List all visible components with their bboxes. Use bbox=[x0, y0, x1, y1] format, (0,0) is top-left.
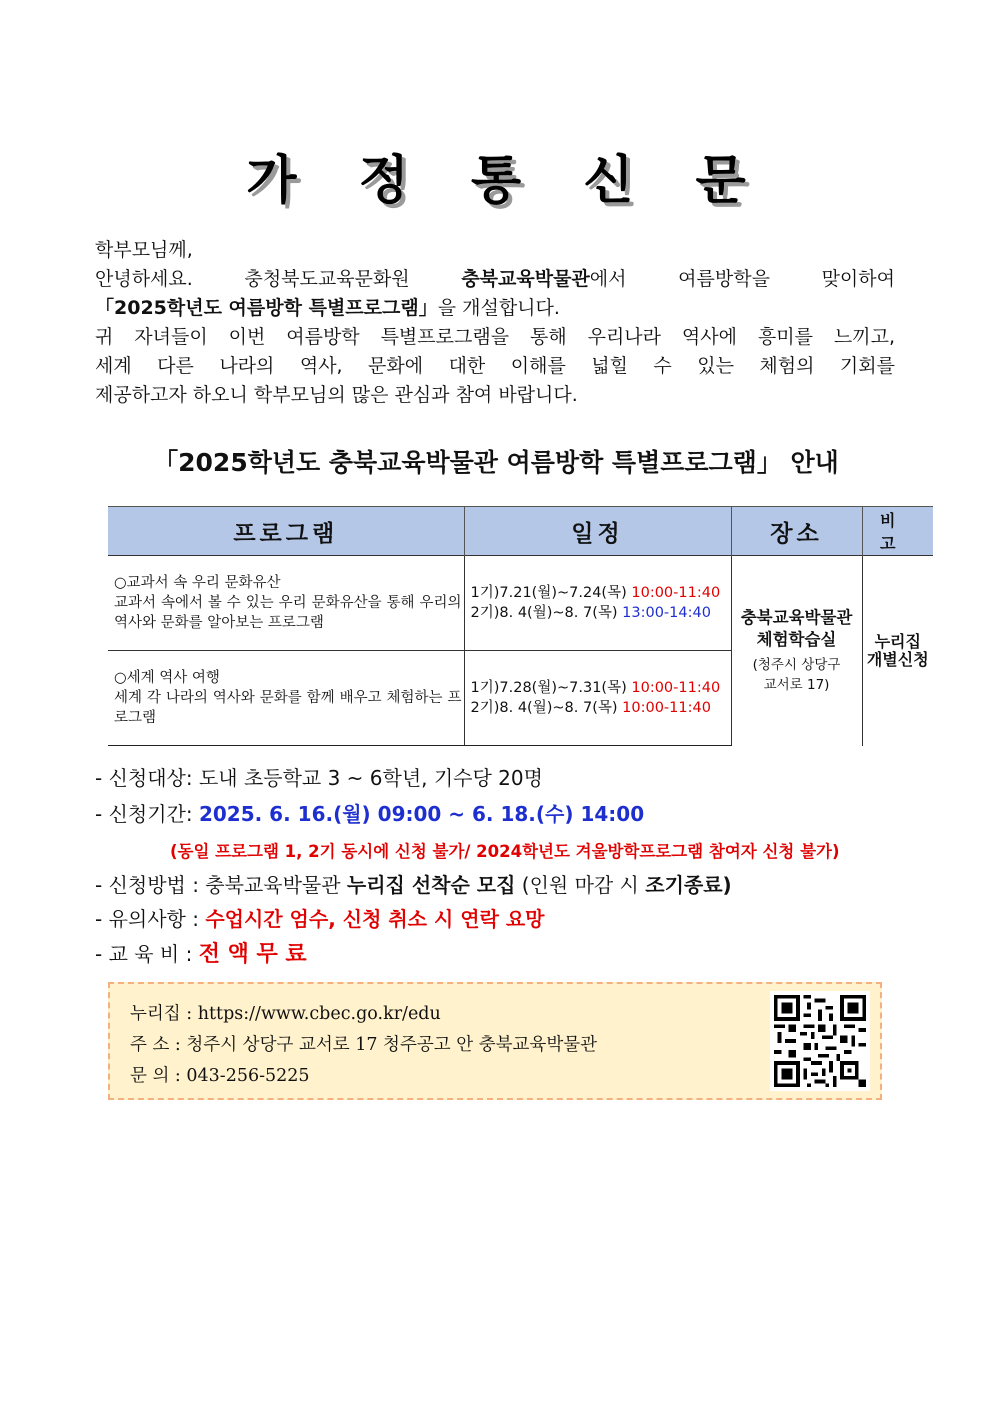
qr-code-icon[interactable] bbox=[770, 991, 870, 1091]
info-label: - 신청기간: bbox=[95, 802, 199, 826]
schedule-line bbox=[471, 583, 730, 603]
program-desc: 세계 각 나라의 역사와 문화를 함께 배우고 체험하는 프로그램 bbox=[114, 690, 462, 726]
schedule-time: 10:00-11:40 bbox=[622, 700, 711, 716]
note-text: 개별신청 bbox=[866, 649, 929, 669]
table-header-row bbox=[108, 507, 933, 556]
schedule-line bbox=[471, 603, 730, 623]
info-label: - 교 육 비 : bbox=[95, 942, 199, 966]
info-target: - 신청대상: 도내 초등학교 3 ~ 6학년, 기수당 20명 bbox=[95, 766, 543, 790]
info-caution bbox=[95, 903, 915, 932]
place-cell bbox=[731, 556, 862, 746]
header-schedule: 일정 bbox=[464, 507, 731, 556]
schedule-date: 1기)7.28(월)~7.31(목) bbox=[470, 680, 632, 696]
intro-line bbox=[95, 294, 895, 323]
museum-name: 충북교육박물관 bbox=[461, 268, 590, 290]
info-value: 수업시간 엄수, 신청 취소 시 연락 요망 bbox=[205, 907, 545, 931]
info-label: - 신청방법 : 충북교육박물관 bbox=[95, 873, 347, 897]
program-table bbox=[108, 506, 933, 746]
place-address: (청주시 상당구 bbox=[752, 656, 841, 673]
program-cell bbox=[108, 651, 464, 746]
place-name: 충북교육박물관 bbox=[740, 607, 853, 627]
contact-address: 주 소 : 청주시 상당구 교서로 17 청주공고 안 충북교육박물관 bbox=[130, 1035, 598, 1055]
program-title: ○교과서 속 우리 문화유산 bbox=[114, 575, 281, 591]
program-desc: 교과서 속에서 볼 수 있는 우리 문화유산을 통해 우리의 역사와 문화를 알아보는 프로그램 bbox=[114, 595, 462, 631]
info-text: 조기종료) bbox=[645, 873, 732, 897]
info-value: 전 액 무 료 bbox=[198, 942, 307, 967]
section-heading: 「2025학년도 충북교육박물관 여름방학 특별프로그램」 안내 bbox=[153, 448, 839, 477]
page-title: 가 정 통 신 문 bbox=[246, 151, 768, 211]
schedule-line bbox=[471, 678, 730, 698]
info-value: 2025. 6. 16.(월) 09:00 ~ 6. 18.(수) 14:00 bbox=[198, 802, 645, 826]
intro-line bbox=[95, 265, 895, 294]
schedule-date: 2기)8. 4(월)~8. 7(목) bbox=[470, 605, 623, 621]
header-place: 장소 bbox=[731, 507, 862, 556]
schedule-cell bbox=[464, 556, 731, 651]
intro-line: 제공하고자 하오니 학부모님의 많은 관심과 참여 바랍니다. bbox=[95, 384, 578, 406]
schedule-date: 2기)8. 4(월)~8. 7(목) bbox=[470, 700, 623, 716]
intro-text: 에서 여름방학을 맞이하여 bbox=[589, 268, 895, 290]
schedule-line bbox=[471, 698, 730, 718]
place-room: 체험학습실 bbox=[756, 629, 837, 649]
info-period bbox=[95, 798, 915, 827]
contact-phone: 문 의 : 043-256-5225 bbox=[130, 1066, 310, 1086]
program-cell bbox=[108, 556, 464, 651]
program-name: 「2025학년도 여름방학 특별프로그램」 bbox=[95, 297, 438, 319]
header-note: 비고 bbox=[862, 507, 933, 556]
info-method bbox=[95, 869, 915, 898]
note-cell bbox=[862, 556, 933, 746]
intro-letter bbox=[95, 236, 895, 410]
intro-line: 귀 자녀들이 이번 여름방학 특별프로그램을 통해 우리나라 역사에 흥미를 느끼고, bbox=[95, 326, 895, 348]
info-text: (인원 마감 시 bbox=[515, 873, 646, 897]
intro-text: 을 개설합니다. bbox=[437, 297, 560, 319]
schedule-time: 13:00-14:40 bbox=[622, 605, 711, 621]
schedule-time: 10:00-11:40 bbox=[631, 585, 721, 601]
intro-text: 안녕하세요. 충청북도교육문화원 bbox=[95, 268, 462, 290]
schedule-date: 1기)7.21(월)~7.24(목) bbox=[470, 585, 632, 601]
contact-web: 누리집 : https://www.cbec.go.kr/edu bbox=[130, 1004, 441, 1024]
table-row bbox=[108, 556, 933, 651]
greeting: 학부모님께, bbox=[95, 239, 193, 261]
info-fee bbox=[95, 937, 915, 968]
intro-line: 세계 다른 나라의 역사, 문화에 대한 이해를 넓힐 수 있는 체험의 기회를 bbox=[95, 355, 895, 377]
schedule-time: 10:00-11:40 bbox=[631, 680, 721, 696]
info-label: - 유의사항 : bbox=[95, 907, 206, 931]
schedule-cell bbox=[464, 651, 731, 746]
place-address: 교서로 17) bbox=[763, 676, 830, 693]
info-restriction: (동일 프로그램 1, 2기 동시에 신청 불가/ 2024학년도 겨울방학프로그램 참여자 신청 불가) bbox=[170, 842, 840, 861]
info-value: 누리집 선착순 모집 bbox=[346, 873, 516, 897]
header-program: 프로그램 bbox=[108, 507, 464, 556]
program-title: ○세계 역사 여행 bbox=[114, 670, 220, 686]
contact-box bbox=[108, 982, 882, 1100]
note-text: 누리집 bbox=[874, 631, 921, 651]
